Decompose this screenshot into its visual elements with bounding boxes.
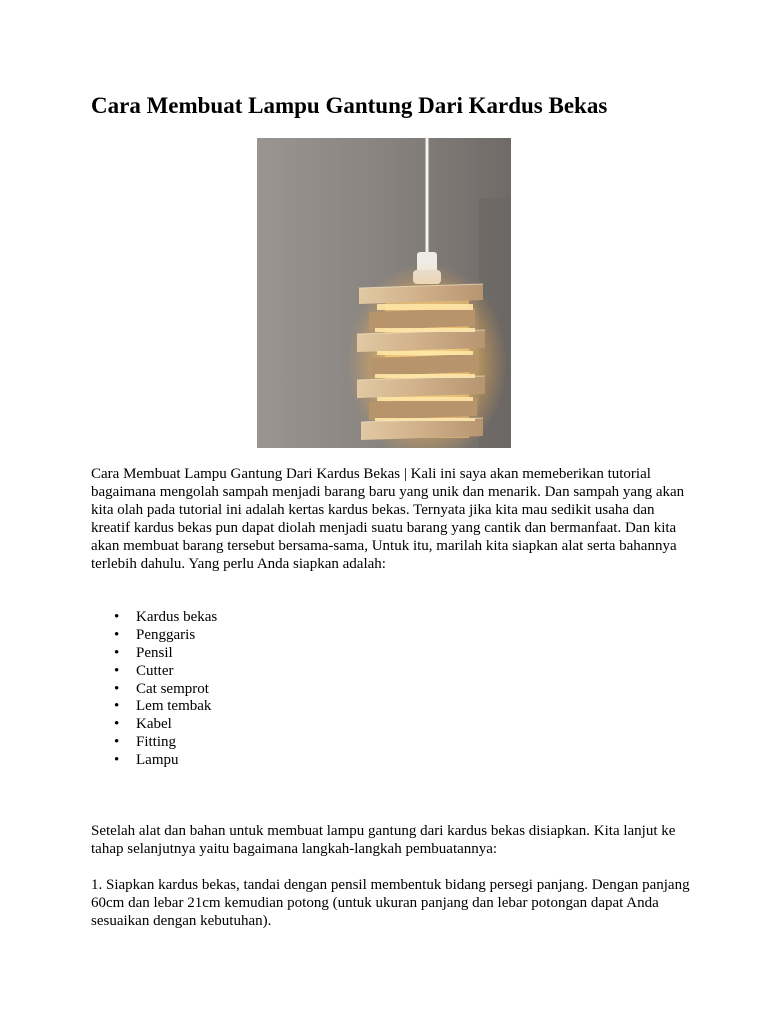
step-1-paragraph: 1. Siapkan kardus bekas, tandai dengan pensil membentuk bidang persegi panjang. Dengan panjang 60cm dan lebar 21cm kemudian potong (untuk ukuran panjang dan lebar potongan dapat Anda sesuaikan dengan kebutuhan). [91,877,690,929]
list-item-label: Fitting [136,734,177,751]
list-item [91,698,217,716]
bullet-icon: • [114,716,120,733]
lamp-illustration [257,138,511,448]
bullet-icon: • [114,626,120,643]
bullet-icon: • [114,662,120,679]
list-item-label: Cat semprot [136,680,209,697]
intro-paragraph: Cara Membuat Lampu Gantung Dari Kardus Bekas | Kali ini saya akan memeberikan tutorial bagaimana mengolah sampah menjadi barang baru yang unik dan menarik. Dan sampah yang akan kita olah pada tutorial ini adalah kertas kardus bekas. Ternyata jika kita mau sedikit usaha dan kreatif kardus bekas pun dapat diolah menjadi suatu barang yang cantik dan bermanfaat. Dan kita akan membuat barang tersebut bersama-sama, Untuk itu, marilah kita siapkan alat serta bahannya terlebih dahulu. Yang perlu Anda siapkan adalah: [91,466,685,572]
materials-list [91,609,217,770]
list-item-label: Lampu [136,752,179,769]
bullet-icon: • [114,644,120,661]
bullet-icon: • [114,752,120,769]
bullet-icon: • [114,698,120,715]
list-item-label: Kardus bekas [136,609,218,625]
list-item-label: Lem tembak [136,698,212,715]
bullet-icon: • [114,680,120,697]
list-item [91,627,217,645]
bullet-icon: • [114,609,120,625]
list-item [91,752,217,770]
after-list-paragraph: Setelah alat dan bahan untuk membuat lampu gantung dari kardus bekas disiapkan. Kita lanjut ke tahap selanjutnya yaitu bagaimana langkah-langkah pembuatannya: [91,823,676,857]
list-item [91,716,217,734]
list-item [91,609,217,627]
list-item [91,645,217,663]
list-item [91,681,217,699]
list-item-label: Penggaris [136,626,196,643]
lamp-photo [257,138,511,448]
list-item [91,734,217,752]
list-item [91,663,217,681]
bullet-icon: • [114,734,120,751]
list-item-label: Pensil [136,644,173,661]
list-item-label: Kabel [136,716,172,733]
document-title: Cara Membuat Lampu Gantung Dari Kardus Bekas [91,93,608,118]
list-item-label: Cutter [136,662,174,679]
